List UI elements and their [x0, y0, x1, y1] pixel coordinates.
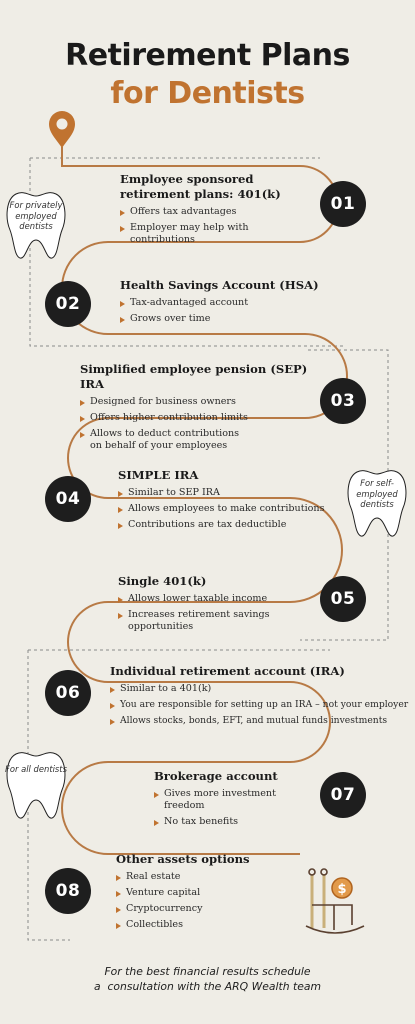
list-item: Collectibles	[116, 919, 296, 931]
list-item: Offers tax advantages	[120, 206, 315, 218]
step-02	[120, 278, 320, 329]
svg-text:$: $	[337, 882, 347, 897]
group-label-all: For all dentists	[5, 764, 67, 774]
page-subtitle: for Dentists	[110, 76, 305, 111]
list-item: Contributions are tax deductible	[118, 519, 333, 531]
list-item: You are responsible for setting up an IRA – not your employer	[110, 699, 410, 711]
step-05	[118, 574, 323, 637]
list-item: Cryptocurrency	[116, 903, 296, 915]
step-number-badge: 02	[45, 281, 91, 327]
dollar-coin-icon	[332, 878, 352, 898]
footer-line-1: For the best financial results schedule	[104, 965, 311, 978]
step-title: Health Savings Account (HSA)	[120, 278, 319, 292]
group-badge-private	[4, 190, 68, 262]
list-item: Similar to SEP IRA	[118, 487, 333, 499]
list-item: Increases retirement savings opportunities	[118, 609, 323, 633]
step-03	[80, 362, 312, 456]
step-number-badge: 08	[45, 868, 91, 914]
step-number-badge: 04	[45, 476, 91, 522]
list-item: Allows to deduct contributions on behalf of your employees	[80, 428, 240, 452]
step-04	[118, 468, 333, 535]
step-number-badge: 03	[320, 378, 366, 424]
list-item: Allows lower taxable income	[118, 593, 323, 605]
step-number-badge: 07	[320, 772, 366, 818]
step-title: Employee sponsored retirement plans: 401(k)	[120, 172, 281, 201]
step-title: Simplified employee pension (SEP) IRA	[80, 362, 308, 391]
step-07	[154, 769, 319, 832]
step-number-badge: 06	[45, 670, 91, 716]
list-item: Venture capital	[116, 887, 296, 899]
group-label-self: For self-employed dentists	[356, 478, 398, 509]
step-01	[120, 172, 315, 250]
step-number-badge: 01	[320, 181, 366, 227]
step-title: Other assets options	[116, 852, 250, 866]
rocking-chair-icon	[306, 869, 364, 933]
step-06	[110, 664, 410, 731]
page-title: Retirement Plans	[65, 38, 350, 73]
step-number-badge: 05	[320, 576, 366, 622]
list-item: Grows over time	[120, 313, 320, 325]
list-item: Allows employees to make contributions	[118, 503, 333, 515]
step-08	[116, 852, 296, 935]
list-item: Allows stocks, bonds, EFT, and mutual funds investments	[110, 715, 410, 727]
list-item: Offers higher contribution limits	[80, 412, 312, 424]
list-item: Employer may help with contributions	[120, 222, 315, 246]
step-title: Brokerage account	[154, 769, 278, 783]
list-item: Gives more investment freedom	[154, 788, 319, 812]
tooth-icon	[4, 750, 68, 822]
footer-cta	[0, 964, 415, 994]
step-title: Individual retirement account (IRA)	[110, 664, 345, 678]
step-title: SIMPLE IRA	[118, 468, 199, 482]
group-badge-self	[345, 468, 409, 540]
list-item: Tax-advantaged account	[120, 297, 320, 309]
group-badge-all	[4, 750, 68, 822]
list-item: Designed for business owners	[80, 396, 312, 408]
list-item: Real estate	[116, 871, 296, 883]
list-item: Similar to a 401(k)	[110, 683, 410, 695]
step-title: Single 401(k)	[118, 574, 207, 588]
group-label-private: For privately employed dentists	[9, 200, 63, 231]
footer-line-2: a consultation with the ARQ Wealth team	[93, 980, 322, 993]
location-pin-icon	[49, 111, 75, 148]
list-item: No tax benefits	[154, 816, 319, 828]
